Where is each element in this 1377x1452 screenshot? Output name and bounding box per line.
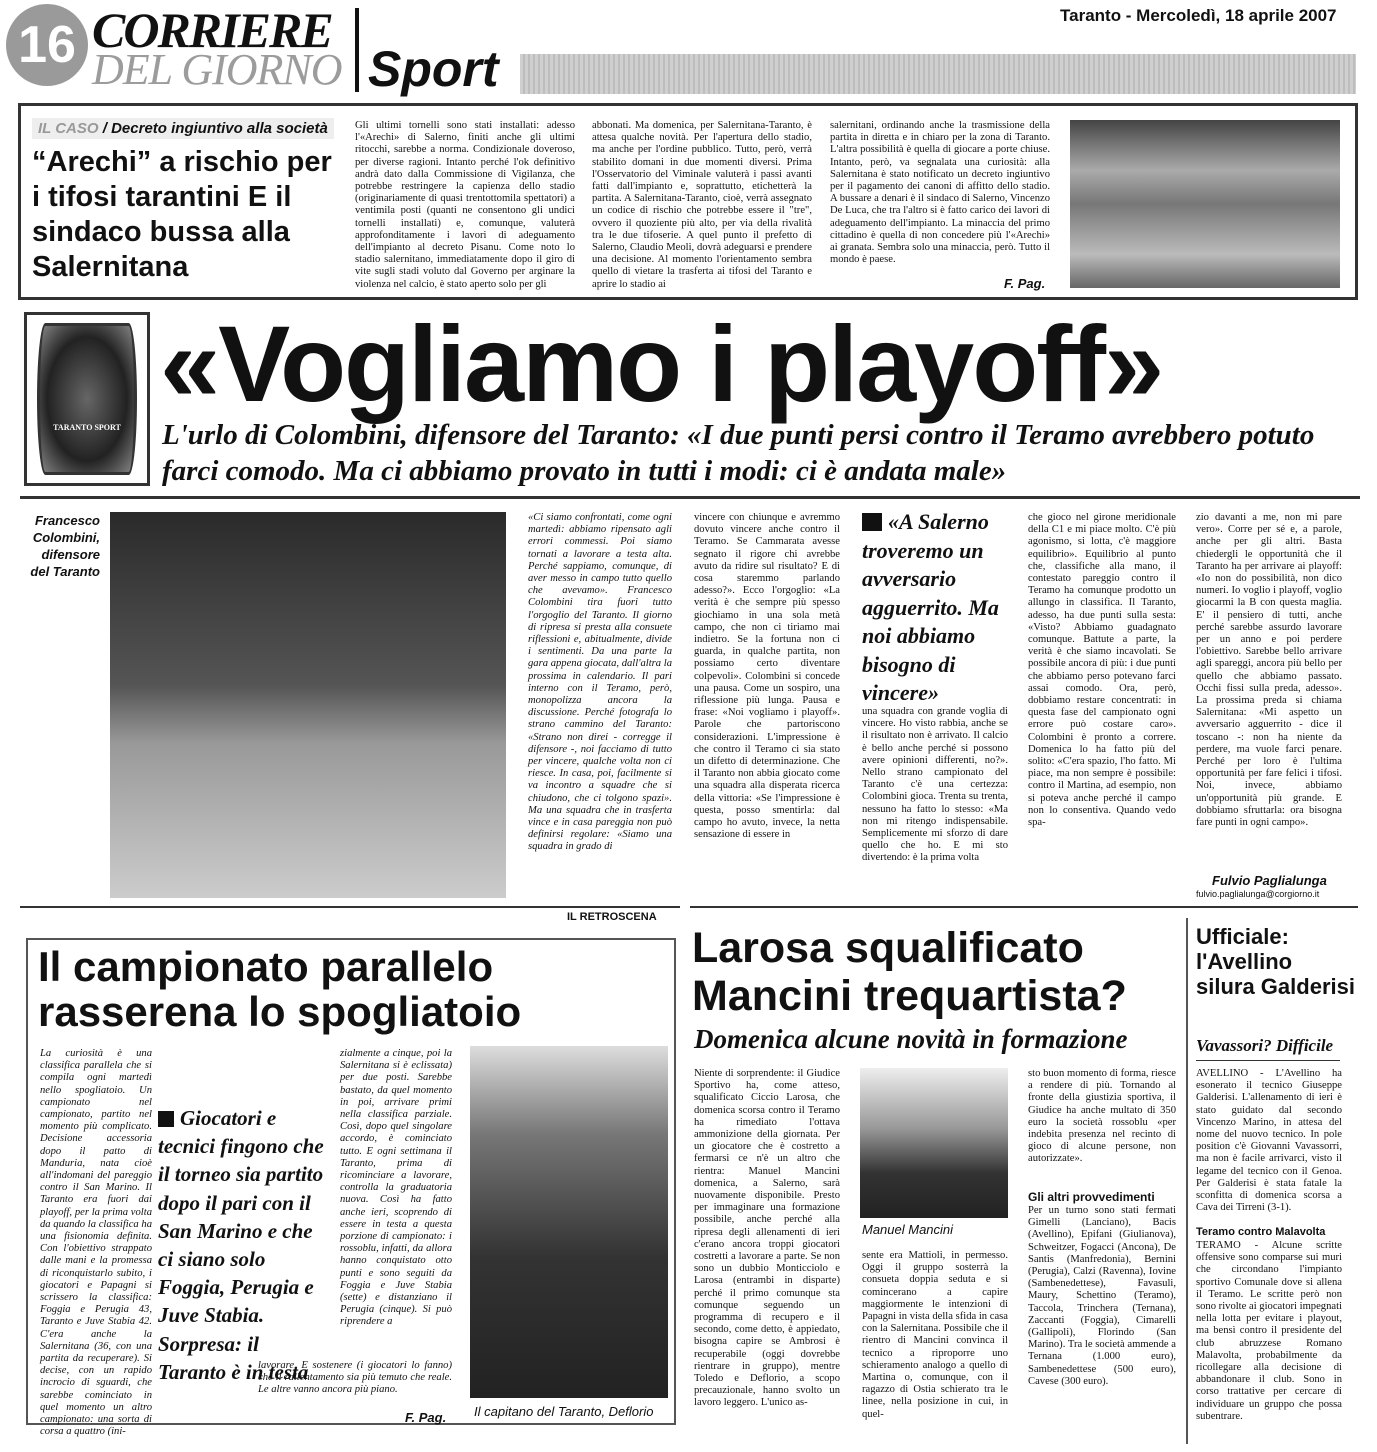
lower-rule-left xyxy=(20,906,680,908)
page-number: 16 xyxy=(6,4,88,86)
case-column-2: abbonati. Ma domenica, per Salernitana-Taranto, è attesa qualche novità. Per l'apertura dello stadio, ma anche per l'ordine pubblico. Tutto, però, verrà stabilito domani in due momenti diversi. Prima l'Osservatorio del Viminale valuterà i passi avanti fatti dall'impianto e, soprattutto, etichetterà la partita. A Salernitana-Taranto, cioè, verrà assegnato un codice di rischio che potrebbe essere il "tre", ovvero il quoziente più alto, per via della rivalità tra le due tifoserie. A quel punto il prefetto di Salerno, Claudio Meoli, dovrà adeguarsi e prendere una decisione. Al momento l'orientamento sembra quello di vietare la trasferta ai tifosi del Taranto e aprire lo stadio ai xyxy=(592,120,812,290)
retro-tag: IL RETROSCENA xyxy=(567,911,657,923)
avellino-column-1: AVELLINO - L'Avellino ha esonerato il tecnico Giuseppe Galderisi. L'allenamento di ieri è stato guidato dal secondo Vincenzo Marino, in attesa del nome del nuovo tecnico. In pole position c'è Giovanni Vavassorri, ma non è facile arrivarci, visto il legame del tecnico con il Genoa. Per Galderisi è stata fatale la sconfitta di domenica scorsa a Cava dei Tirreni (3-1). xyxy=(1196,1068,1342,1214)
avellino-subtitle: Vavassori? Difficile xyxy=(1196,1036,1334,1055)
main-column-3: una squadra con grande voglia di vincere. Ho visto rabbia, anche se il risultato non è arrivato. Il calcio è bello anche perché si possono avere opinioni differenti, no?». Nello strano campionato del Taranto c'è una certezza: Colombini gioca. Trenta su trenta, nessuno ha fatto lo stesso: «Ma non mi ritengo indispensabile. Semplicemente mi sforzo di dare quello che ho. E mi sto divertendo: è la prima volta xyxy=(862,706,1008,864)
main-column-5: zio davanti a me, non mi pare vero». Corre per sé e, a parole, anche per gli altri. Basta chiedergli le opportunità che il Taranto ha per arrivare ai playoff: «Io non do possibilità, non dico numeri. Io voglio i playoff, voglio giocarmi la B con questa maglia. E' il pensiero di tutti, anche perché sarebbe assurdo lavorare per un anno e poi perdere l'obiettivo. Sarebbe bello arrivare agli spareggi, ancora più bello per quello che abbiamo passato. Occhi fissi sulla preda, adesso». La prossima preda si chiama Salernitana: «Mi aspetto un avversario agguerrito - dice il toscano -: non ha niente da perdere, ma vuole farci penare. Perché per loro è l'ultima opportunità per fare felici i tifosi. Noi, invece, abbiamo un'opportunità più grande. E dobbiamo sfruttarla: ora bisogna fare punti in ogni campo». xyxy=(1196,512,1342,829)
main-subtitle: L'urlo di Colombini, difensore del Taranto: «I due punti persi contro il Teramo avrebbero potuto farci comodo. Ma ci abbiamo provato in tutti i modi: ci è andata male» xyxy=(162,419,1315,487)
retro-lead-text: Giocatori e tecnici fingono che il torneo sia partito dopo il pari con il San Marino e che ci siano solo Foggia, Perugia e Juve Stabia. Sorpresa: il Taranto è in testa xyxy=(158,1106,324,1384)
retro-column-1: La curiosità è una classifica parallela che si compila ogni martedì nello spogliatoio. Un campionato nel campionato, partito nel momento più complicato. Decisione accessoria dopo il patto di Manduria, nata cioè all'indomani del pareggio contro il San Marino. Il Taranto era fuori dai playoff, per la prima volta da quando la classifica ha una fisionomia definita. Con l'obiettivo strappato dalle mani e la promessa di riconquistarlo subito, i giocatori e Papagni si scrissero la classifica: Foggia e Perugia 43, Taranto e Juve Stabia 42. C'era anche la Salernitana (36, con una partita da recuperare). Si decise, con un rapido incrocio di sguardi, che sarebbe cominciato in quel momento un altro campionato: una sorta di corsa a quattro (ini- xyxy=(40,1048,152,1438)
avellino-headline: Ufficiale: l'Avellino silura Galderisi xyxy=(1196,924,1355,999)
main-column-2: vincere con chiunque e avremmo dovuto vincere anche contro il Teramo. Se Cammarata avesse segnato il rigore chi avrebbe avuto da ridire sul risultato? E di cosa staremmo parlando adesso?». Ecco l'orgoglio: «La verità è che sempre più spesso giochiamo in una sola metà campo, che non ci tiriamo mai indietro. Se la fortuna non ci guarda, in qualche partita, non possiamo certo diventare colpevoli». Colombini si concede una pausa. Come un sospiro, una riflessione più lunga. Pausa e frase: «Noi vogliamo i playoff». Parole che partoriscono considerazioni. L'impressione è che contro il Teramo ci sia stato un difetto di determinazione. Che il Taranto non abbia giocato come una squadra alla disperata ricerca della vittoria: «Se l'impressione è questa, posso smentirla: dal campo ho avuto, invece, la netta sensazione di essere in xyxy=(694,512,840,841)
main-rule xyxy=(20,496,1360,499)
newspaper-name-top: CORRIERE xyxy=(92,2,332,58)
square-bullet-icon xyxy=(158,1111,174,1127)
larosa-subhead: Gli altri provvedimenti xyxy=(1028,1190,1155,1204)
retro-byline: F. Pag. xyxy=(405,1410,447,1425)
newspaper-name-bottom: DEL GIORNO xyxy=(92,45,342,94)
taranto-logo xyxy=(24,312,150,486)
larosa-column-1: Niente di sorprendente: il Giudice Sportivo ha, come atteso, squalificato Ciccio Larosa, che domenica scorsa contro il Teramo ha rimediato l'ottava ammonizione della giornata. Per un giocatore che è costretto a fermarsi ce n'è un altro che rientra: Manuel Mancini domenica, a Salerno, sarà nuovamente disponibile. Presto per immaginare una formazione possibile, anche perché alla ripresa degli allenamenti di ieri c'erano ancora troppi giocatori costretti a lavorare a parte. Se non sono un dubbio Monticciolo e Larosa (entrambi in disparte) perché il primo comunque sta comunque seguendo un programma di recupero e il secondo, come detto, è appiedato, bisogna capire se Ambrosi è recuperabile (oggi dovrebbe rientrare in gruppo), mentre Toledo e Deflorio, a scopo precauzionale, hanno svolto un lavoro leggero. L'unico as- xyxy=(694,1068,840,1409)
case-tag-title: Decreto ingiuntivo alla società xyxy=(111,120,328,137)
deflorio-photo xyxy=(470,1046,668,1398)
pull-quote-text: «A Salerno troveremo un avversario agguerrito. Ma noi abbiamo bisogno di vincere» xyxy=(862,509,999,705)
colombini-photo xyxy=(110,512,506,898)
retro-column-3: lavorare. E sostenere (i giocatori lo fanno) che il rallentamento sia più temuto che reale. Le altre vanno ancora più piano. xyxy=(258,1360,452,1396)
mancini-caption: Manuel Mancini xyxy=(862,1222,954,1237)
avellino-divider xyxy=(1186,918,1188,1444)
deflorio-caption: Il capitano del Taranto, Deflorio xyxy=(474,1404,654,1419)
case-tag: IL CASO / Decreto ingiuntivo alla società xyxy=(32,118,334,139)
section-title: Sport xyxy=(368,41,499,97)
mancini-photo xyxy=(860,1068,1008,1218)
main-pull-quote xyxy=(862,508,1022,708)
main-column-1: «Ci siamo confrontati, come ogni martedì: abbiamo ripensato agli errori commessi. Poi siamo tornati a lavorare a testa alta. Perché sappiamo, comunque, di aver messo in campo tutto quello che avevamo». Francesco Colombini tira fuori tutto l'orgoglio del Taranto. Il giorno di ripresa si presta alla consuete riflessioni e, abitualmente, divide i sentimenti. Da una parte la gara appena giocata, dall'altra la prossima in calendario. Il pari interno con il Teramo, però, monopolizza ancora la discussione. Perché fotografa lo strano cammino del Taranto: «Strano non direi - corregge il difensore -, noi facciamo di tutto per vincere, qualche volta non ci riesce. In casa, poi, facilmente si va incontro a squadre che si chiudono, che ci tolgono spazi». Ma una squadra che in trasferta vince e in casa pareggia non può definirsi regolare: «Siamo una squadra in grado di xyxy=(528,512,672,853)
dateline: Taranto - Mercoledì, 18 aprile 2007 xyxy=(1060,6,1337,25)
avellino-column-2: TERAMO - Alcune scritte offensive sono comparse sui muri che circondano l'impianto sportivo Comunale dove si allena il Teramo. Le scritte però non sono rivolte ai giocatori impegnati nella lotta per evitare i playout, ma bensì contro il presidente del club abruzzese Romano Malavolta, probabilmente da ricollegare alla decisione di abbandonare il club. Sono in corso trattative per cercare di individuare un gruppo che possa subentrare. xyxy=(1196,1240,1342,1422)
case-tag-kind: IL CASO xyxy=(38,120,99,137)
main-column-4: che gioco nel girone meridionale della C1 e mi piace molto. C'è più agonismo, si lotta, c'è maggiore equilibrio». Equilibrio al punto che, classifiche alla mano, il contestato pareggio contro il Teramo ha comunque prodotto un allungo in classifica. Il Taranto, adesso, ha due punti sulla sesta: «Visto? Abbiamo guadagnato comunque. Battute a parte, la verità è che siamo incavolati. Se possibile ancora di più: i due punti che abbiamo perso potevano farci assai comodo. Ora, però, dobbiamo restare concentrati: in questa fase del campionato ogni errore può costare caro». Colombini è pronto a correre. Domenica lo ha fatto più del solito: «C'era spazio, l'ho fatto. Mi piace, ma non sempre è possibile: contro il Martina, ad esempio, non si poteva anche perché il campo non lo consentiva. Quando vedo spa- xyxy=(1028,512,1176,829)
main-headline: «Vogliamo i playoff» xyxy=(160,303,1163,424)
photo-caption-colombini: Francesco Colombini, difensore del Taranto xyxy=(30,513,100,579)
main-email: fulvio.paglialunga@corgiorno.it xyxy=(1196,889,1320,899)
logo-text: TARANTO SPORT xyxy=(53,423,121,432)
larosa-headline: Larosa squalificato Mancini trequartista? xyxy=(692,924,1127,1020)
larosa-column-4: Per un turno sono stati fermati Gimelli (Lanciano), Bacis (Avellino), Epifani (Giulianova), Schweitzer, Fogacci (Ancona), De Santis (Manfredonia), Bernini (Perugia), Calzi (Ravenna), Iovine (Sambenedettese), Favasuli, Maury, Schettino (Teramo), Taccola, Trinchera (Ternana), Zaccanti (Foggia), Cimarelli (Gallipoli), Florindo (San Marino). Tra le società ammende a Ternana (1.000 euro), Sambenedettese (500 euro), Cavese (300 euro). xyxy=(1028,1205,1176,1387)
stadium-photo xyxy=(1070,120,1340,288)
masthead-divider xyxy=(355,8,359,92)
lower-rule-right xyxy=(690,906,1358,908)
case-column-1: Gli ultimi tornelli sono stati installati: adesso l'«Arechi» di Salerno, finiti anche gli ultimi ritocchi, sarebbe a norma. Condizionale doveroso, per diverse ragioni. Intanto perché l'ok definitivo andrà dato dalla Commissione di Vigilanza, che potrebbe restringere la capienza dello stadio (originariamente di quasi trentottomila spettatori) a ventimila posti (quanti ne consentono gli undici tornelli installati) e, comunque, valuterà approfonditamente i lavori di adeguamento dell'impianto al decreto Pisanu. Come noto lo stadio salernitano, immediatamente dopo il giro di vite sugli stadi voluto dal Governo per arginare la violenza nel calcio, è stato aperto solo per gli xyxy=(355,120,575,290)
retro-lead xyxy=(158,1104,328,1386)
larosa-column-3: sto buon momento di forma, riesce a rendere di più. Tornando al fronte della giustizia sportiva, il Giudice ha anche multato di 350 euro la società rossoblu «per indebita presenza nel recinto di gioco di alcune persone, non autorizzate». xyxy=(1028,1068,1176,1165)
case-byline: F. Pag. xyxy=(1004,276,1046,291)
larosa-column-2: sente era Mattioli, in permesso. Oggi il gruppo sosterrà la consueta doppia seduta e si comincerano a capire maggiormente le intenzioni di Papagni in vista della sfida in casa con la Salernitana. Possibile che il rientro di Mancini convinca il tecnico a riproporre uno schieramento analogo a quello di Martina o, comunque, con il ragazzo di Ostia schierato tra le linee, nella posizione in cui, in quel- xyxy=(862,1250,1008,1420)
retro-headline: Il campionato parallelo rasserena lo spogliatoio xyxy=(38,943,522,1035)
case-headline: “Arechi” a rischio per i tifosi tarantini E il sindaco bussa alla Salernitana xyxy=(32,146,332,283)
case-column-3: salernitani, ordinando anche la trasmissione della partita in diretta e in chiaro per la zona di Taranto. L'altra possibilità è quella di giocare a porte chiuse. Intanto, però, va segnalata una curiosità: alla Salernitana è stato notificato un decreto ingiuntivo per il pagamento dei canoni di affitto dello stadio. A bussare a denari è il sindaco di Salerno, Vincenzo De Luca, che tra l'altro si è fatto carico dei lavori di adeguamento dell'impianto. La minaccia del primo cittadino è quella di non concedere più l'«Arechi» ai granata. Sembra solo una minaccia, però. Tutto il mondo è paese. xyxy=(830,120,1050,266)
avellino-subhead: Teramo contro Malavolta xyxy=(1196,1226,1326,1238)
masthead-stripe xyxy=(520,54,1356,94)
square-bullet-icon xyxy=(862,513,882,531)
logo-shield-icon xyxy=(37,323,137,475)
larosa-subtitle: Domenica alcune novità in formazione xyxy=(694,1024,1128,1054)
retro-column-2: zialmente a cinque, poi la Salernitana si è eclissata) per due posti. Sarebbe bastato, da quel momento in poi, arrivare primi nella classifica parziale. Così, dopo quel singolare accordo, è cominciato tutto. E ogni settimana il Taranto, prima di ricominciare a lavorare, controlla la graduatoria nuova. Così ha fatto anche ieri, scoprendo di essere in testa a questa porzione di campionato: i rossoblu, infatti, da allora hanno conquistato otto punti e sono seguiti da Foggia e Juve Stabia (sette) e distanziano il Perugia (cinque). Si può riprendere a xyxy=(340,1048,452,1328)
main-byline: Fulvio Paglialunga xyxy=(1212,873,1327,888)
avellino-rule xyxy=(1196,1060,1340,1061)
